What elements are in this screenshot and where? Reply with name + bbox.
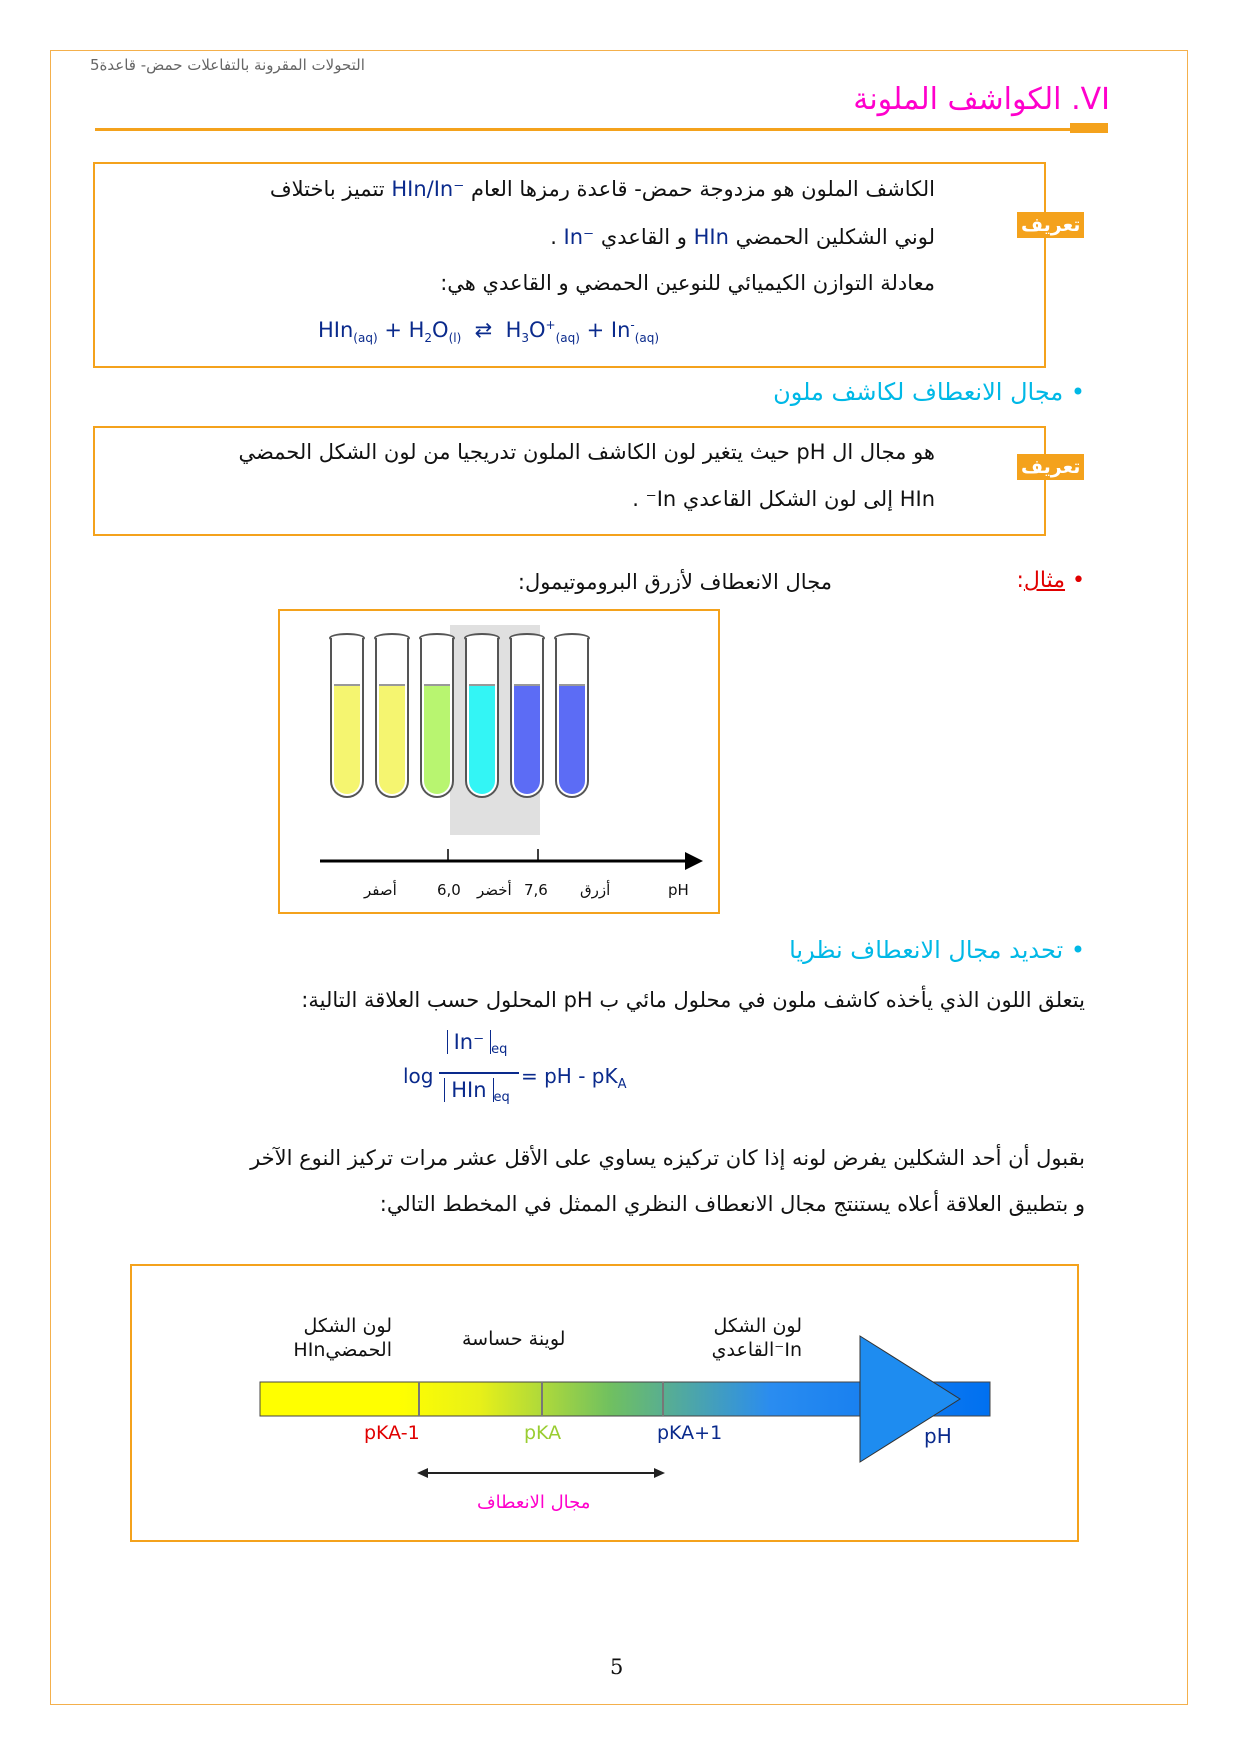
example-label: • مثال: bbox=[1016, 568, 1085, 593]
log-formula: log In⁻ $_{eq}$ HIn $_{eq}$ = pH - $pK_A$ bbox=[403, 1030, 627, 1106]
definition-tag-1: تعريف bbox=[1017, 212, 1084, 238]
ph-gradient-bar bbox=[132, 1266, 1077, 1540]
def1-line1: الكاشف الملون هو مزدوجة حمض- قاعدة رمزها العام HIn/In⁻ تتميز باختلاف bbox=[269, 177, 935, 201]
ph-label: pH bbox=[924, 1424, 952, 1448]
section-title: VI. الكواشف الملونة bbox=[853, 82, 1110, 117]
turning-range-label: مجال الانعطاف bbox=[477, 1492, 591, 1513]
title-underline bbox=[95, 128, 1100, 131]
pka-plus-label: pKA+1 bbox=[657, 1422, 723, 1444]
turning-range-diagram bbox=[130, 1264, 1079, 1542]
paragraph-2: بقبول أن أحد الشكلين يفرض لونه إذا كان تركيزه يساوي على الأقل عشر مرات تركيز النوع الآخر bbox=[250, 1146, 1085, 1170]
label-6-0: 6,0 bbox=[437, 881, 461, 899]
def2-line1: هو مجال ال pH حيث يتغير لون الكاشف الملون تدريجيا من لون الشكل الحمضي bbox=[238, 440, 935, 464]
label-7-6: 7,6 bbox=[524, 881, 548, 899]
def2-line2: HIn إلى لون الشكل القاعدي In⁻ . bbox=[632, 487, 935, 511]
label-ph: pH bbox=[668, 881, 689, 899]
bullet-title-1: • مجال الانعطاف لكاشف ملون bbox=[773, 378, 1085, 406]
label-green: أخضر bbox=[477, 881, 512, 899]
def1-line3: معادلة التوازن الكيميائي للنوعين الحمضي و القاعدي هي: bbox=[440, 271, 935, 295]
definition-tag-2: تعريف bbox=[1017, 454, 1084, 480]
paragraph-1: يتعلق اللون الذي يأخذه كاشف ملون في محلول مائي ب pH المحلول حسب العلاقة التالية: bbox=[301, 988, 1085, 1012]
bullet-title-2: • تحديد مجال الانعطاف نظريا bbox=[789, 936, 1085, 964]
page-number: 5 bbox=[610, 1655, 624, 1679]
label-blue: أزرق bbox=[580, 881, 611, 899]
pka-label: pKA bbox=[524, 1422, 562, 1444]
example-text: مجال الانعطاف لأزرق البروموتيمول: bbox=[517, 570, 832, 594]
pka-minus-label: pKA-1 bbox=[364, 1422, 420, 1444]
def1-line2: لوني الشكلين الحمضي HIn و القاعدي In⁻ . bbox=[550, 225, 935, 249]
chapter-header: 5التحولات المقرونة بالتفاعلات حمض- قاعدة bbox=[90, 56, 365, 74]
acid-form-label: لون الشكل الحمضيHIn bbox=[293, 1315, 392, 1361]
label-yellow: أصفر bbox=[364, 881, 397, 899]
title-tab bbox=[1070, 123, 1108, 133]
sensitive-shade-label: لوينة حساسة bbox=[462, 1328, 566, 1350]
test-tube-figure bbox=[278, 609, 720, 914]
paragraph-3: و بتطبيق العلاقة أعلاه يستنتج مجال الانعطاف النظري الممثل في المخطط التالي: bbox=[379, 1192, 1085, 1216]
equilibrium-equation: $HIn_{(aq)} + H_2O_{(l)}$ ⇄ $H_3O^+_{(aq)} + In^-_{(aq)}$ bbox=[318, 318, 660, 346]
base-form-label: لون الشكل In⁻القاعدي bbox=[711, 1315, 802, 1361]
ph-axis bbox=[280, 611, 720, 911]
